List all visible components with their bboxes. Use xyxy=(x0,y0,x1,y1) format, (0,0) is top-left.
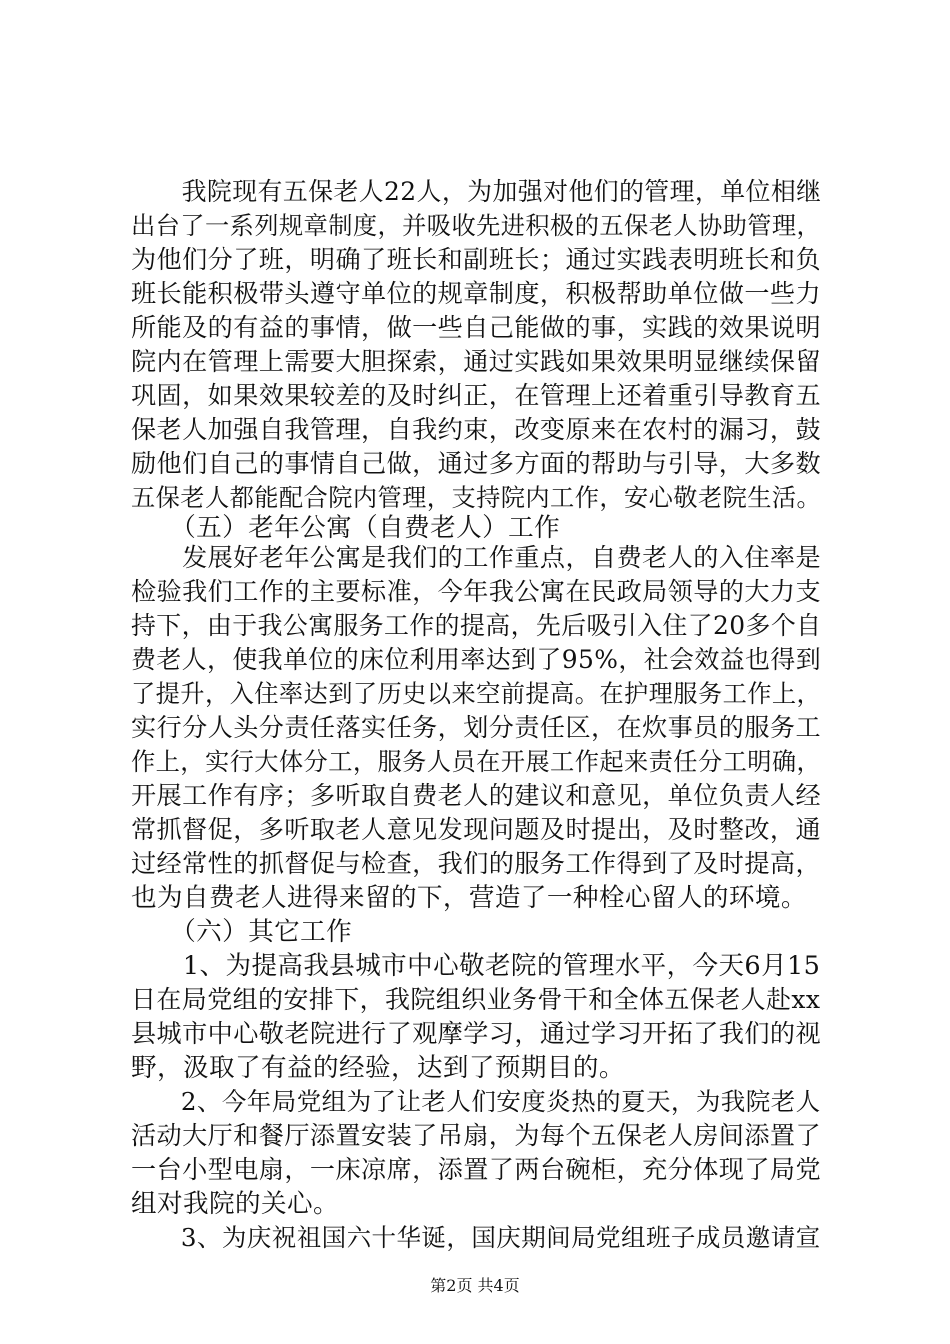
text-line: 活动大厅和餐厅添置安装了吊扇，为每个五保老人房间添置了 xyxy=(131,1121,822,1150)
text-line: 也为自费老人进得来留的下，营造了一种栓心留人的环境。 xyxy=(131,883,807,913)
text-line: 常抓督促，多听取老人意见发现问题及时提出，及时整改，通 xyxy=(131,815,822,844)
text-line: 励他们自己的事情自己做，通过多方面的帮助与引导，大多数 xyxy=(131,449,822,478)
text-line: 所能及的有益的事情，做一些自己能做的事，实践的效果说明 xyxy=(131,313,822,342)
page-number-footer: 第2页 共4页 xyxy=(430,1276,520,1295)
text-line: 费老人，使我单位的床位利用率达到了95%，社会效益也得到 xyxy=(131,645,822,674)
text-line: 院内在管理上需要大胆探索，通过实践如果效果明显继续保留 xyxy=(131,347,822,376)
text-line: 为他们分了班，明确了班长和副班长；通过实践表明班长和负 xyxy=(131,245,822,274)
section-heading-six: （六）其它工作 xyxy=(131,917,353,947)
text-line: 野，汲取了有益的经验，达到了预期目的。 xyxy=(131,1053,625,1083)
text-line: 持下，由于我公寓服务工作的提高，先后吸引入住了20多个自 xyxy=(131,611,822,640)
text-line: 检验我们工作的主要标准，今年我公寓在民政局领导的大力支 xyxy=(131,577,822,606)
text-line: 县城市中心敬老院进行了观摩学习，通过学习开拓了我们的视 xyxy=(131,1019,822,1048)
text-line: 了提升，入住率达到了历史以来空前提高。在护理服务工作上， xyxy=(131,679,822,708)
text-line: 一台小型电扇，一床凉席，添置了两台碗柜，充分体现了局党 xyxy=(131,1155,822,1184)
text-line: 2、今年局党组为了让老人们安度炎热的夏天，为我院老人 xyxy=(131,1087,821,1116)
text-line: 我院现有五保老人22人，为加强对他们的管理，单位相继 xyxy=(131,177,822,206)
text-line: 班长能积极带头遵守单位的规章制度，积极帮助单位做一些力 xyxy=(131,279,822,308)
text-line: 1、为提高我县城市中心敬老院的管理水平，今天6月15 xyxy=(131,951,821,981)
text-line: 开展工作有序；多听取自费老人的建议和意见，单位负责人经 xyxy=(131,781,822,810)
text-line: 保老人加强自我管理，自我约束，改变原来在农村的漏习，鼓 xyxy=(131,415,822,444)
text-line: 过经常性的抓督促与检查，我们的服务工作得到了及时提高， xyxy=(131,849,822,878)
text-line: 实行分人头分责任落实任务，划分责任区，在炊事员的服务工 xyxy=(131,713,822,742)
text-line: 作上，实行大体分工，服务人员在开展工作起来责任分工明确， xyxy=(131,747,822,776)
text-line: 组对我院的关心。 xyxy=(131,1189,339,1219)
text-line: 出台了一系列规章制度，并吸收先进积极的五保老人协助管理， xyxy=(131,211,822,240)
text-line: 日在局党组的安排下，我院组织业务骨干和全体五保老人赴xx xyxy=(131,985,821,1014)
text-line: 五保老人都能配合院内管理，支持院内工作，安心敬老院生活。 xyxy=(131,483,822,512)
section-heading-five: （五）老年公寓（自费老人）工作 xyxy=(131,513,561,543)
text-line: 巩固，如果效果较差的及时纠正，在管理上还着重引导教育五 xyxy=(131,381,822,410)
text-line: 3、为庆祝祖国六十华诞，国庆期间局党组班子成员邀请宣 xyxy=(131,1223,821,1252)
text-line: 发展好老年公寓是我们的工作重点，自费老人的入住率是 xyxy=(131,543,822,572)
